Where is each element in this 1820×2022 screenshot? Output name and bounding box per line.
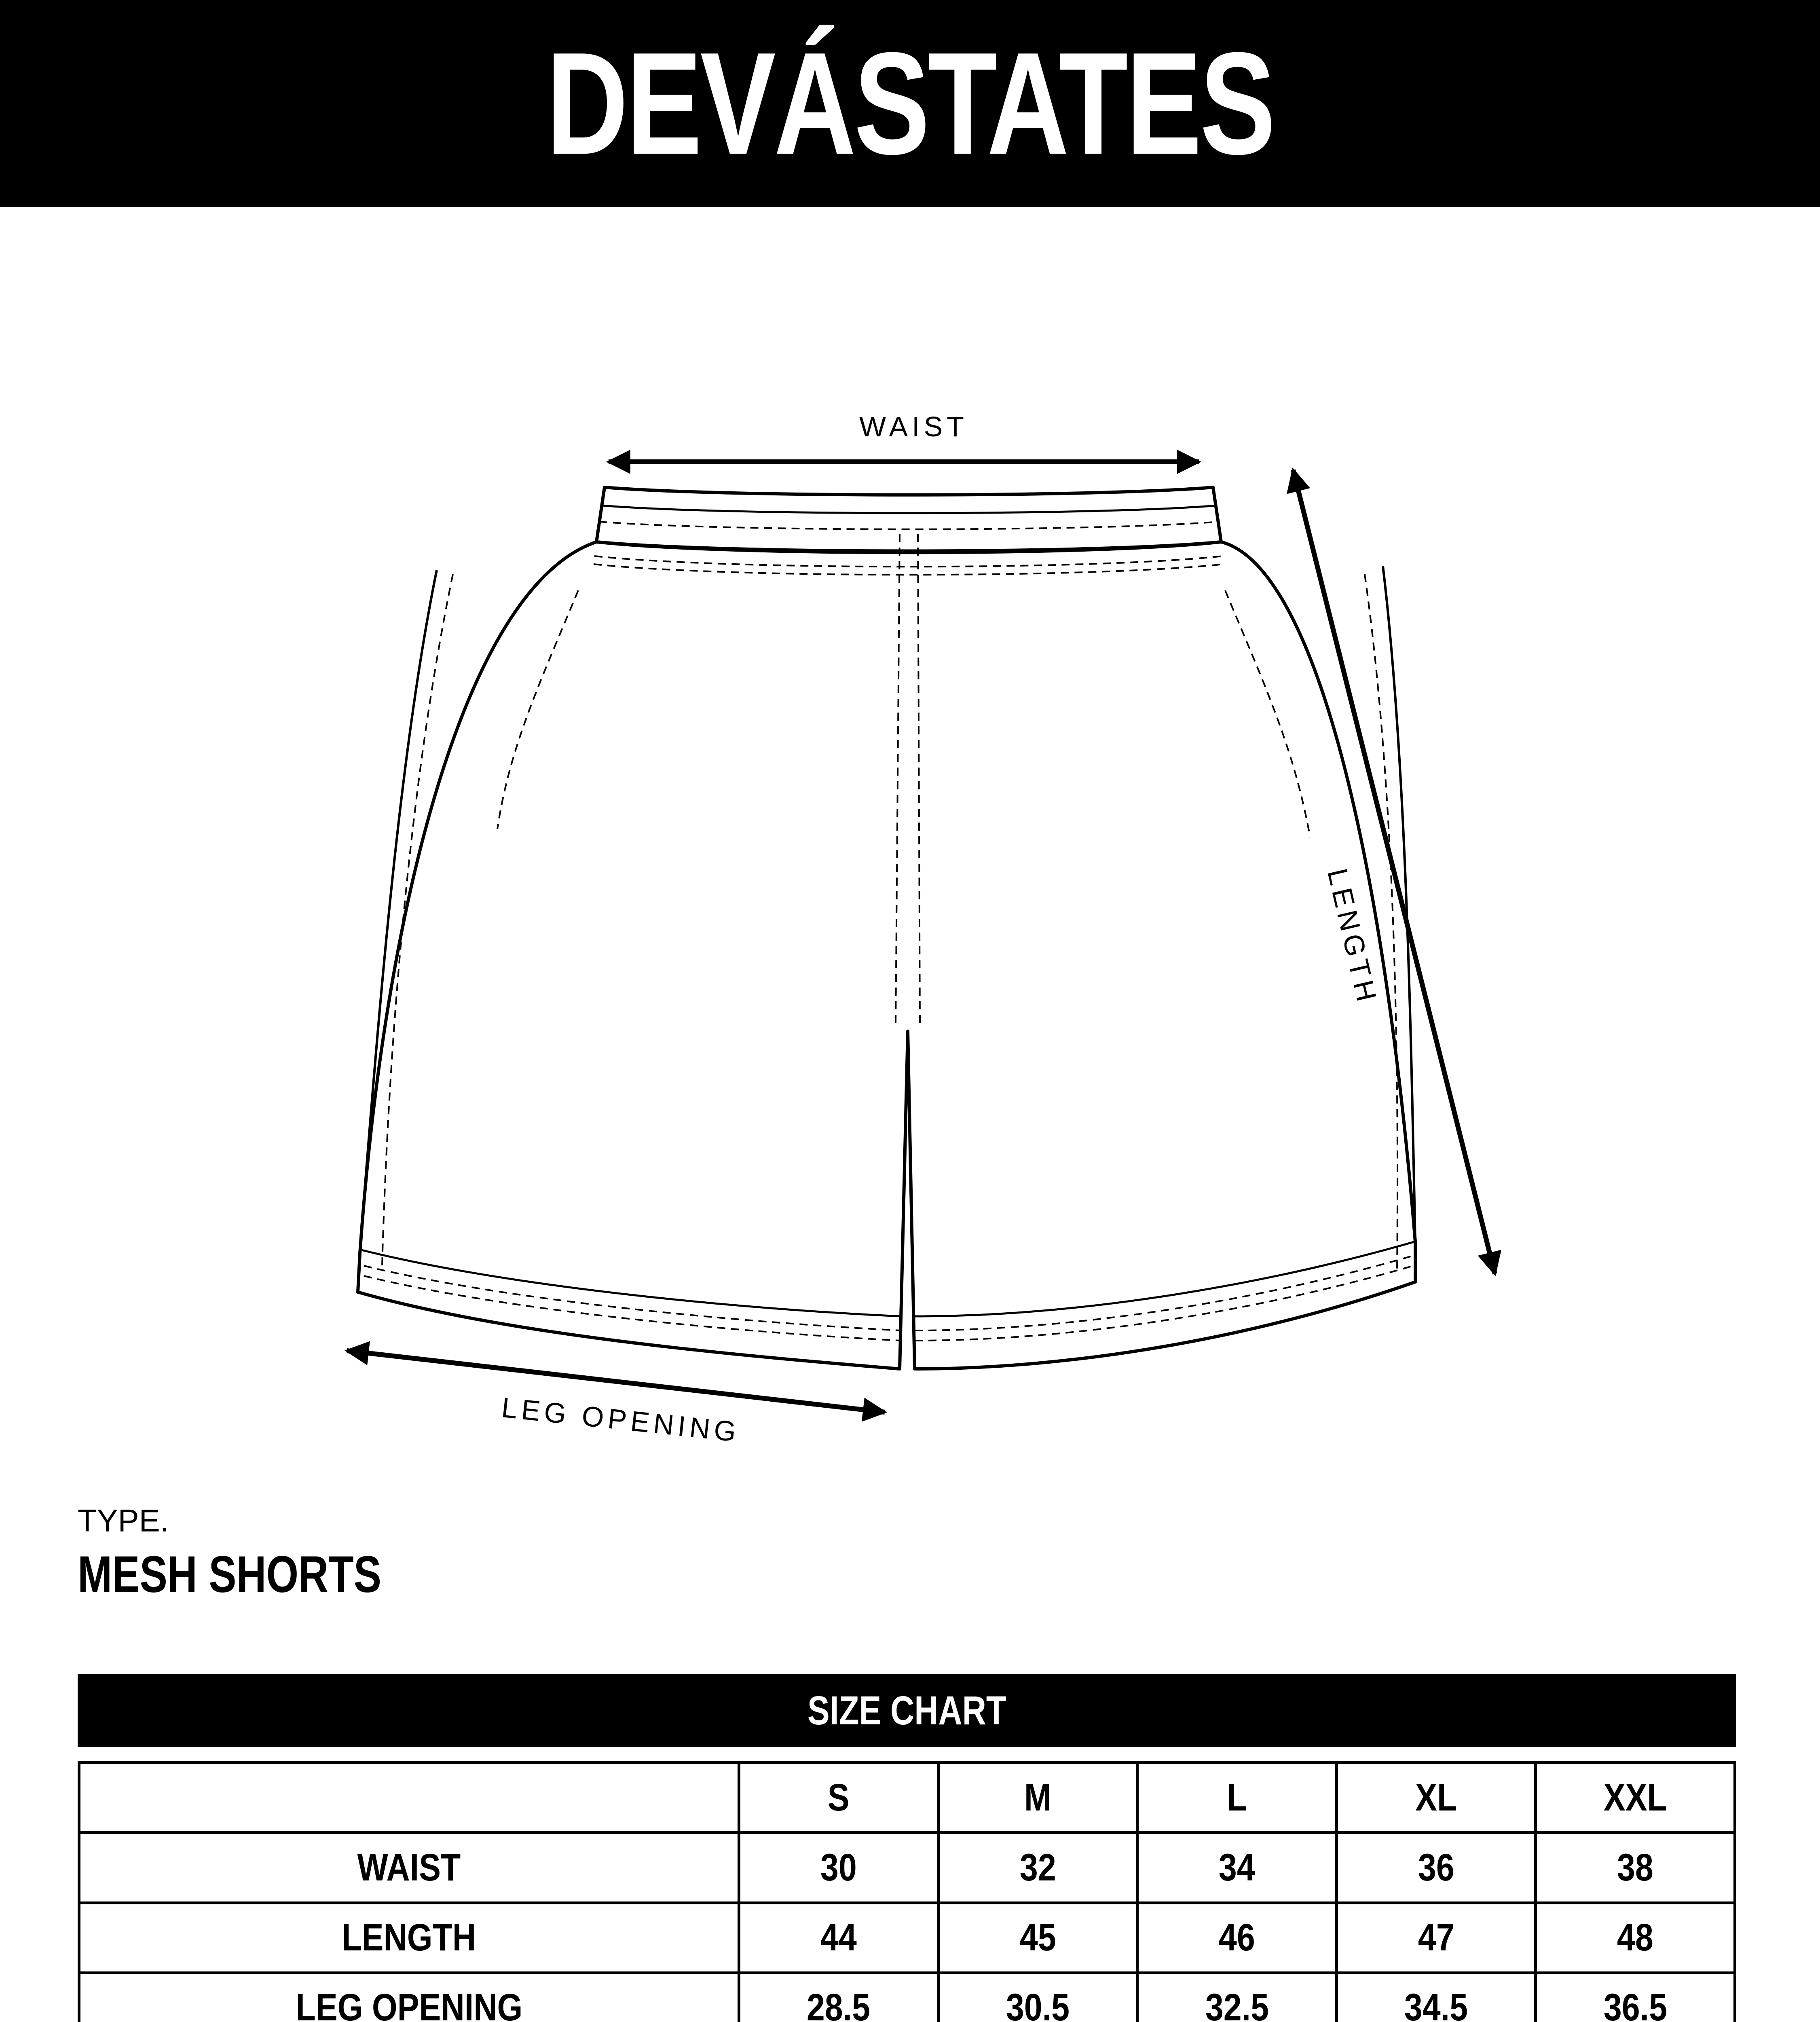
table-cell: 30.5 <box>938 1973 1137 2022</box>
table-cell: 28.5 <box>739 1973 939 2022</box>
row-label-cell: LENGTH <box>79 1903 739 1973</box>
table-cell: 34 <box>1137 1833 1337 1903</box>
size-chart-header <box>78 1674 1736 1747</box>
table-header-cell: L <box>1137 1763 1337 1833</box>
table-header-cell: M <box>938 1763 1137 1833</box>
row-label-cell: WAIST <box>79 1833 739 1903</box>
table-row <box>79 1973 1735 2022</box>
waist-label: WAIST <box>859 411 968 442</box>
table-cell: 36 <box>1336 1833 1536 1903</box>
table-cell: 44 <box>739 1903 939 1973</box>
table-cell: 34.5 <box>1336 1973 1536 2022</box>
leg-opening-label: LEG OPENING <box>500 1391 742 1448</box>
product-type-name: MESH SHORTS <box>78 1546 381 1603</box>
table-header-cell: S <box>739 1763 939 1833</box>
table-row <box>79 1833 1735 1903</box>
brand-logo: DEVÁSTATES <box>546 22 1274 185</box>
row-label-cell: LEG OPENING <box>79 1973 739 2022</box>
table-cell: 32 <box>938 1833 1137 1903</box>
table-cell: 48 <box>1536 1903 1735 1973</box>
size-chart-title: SIZE CHART <box>807 1688 1006 1733</box>
shorts-outline <box>358 487 1415 1369</box>
size-chart-table <box>78 1761 1736 2022</box>
length-label: LENGTH <box>1321 865 1384 1008</box>
table-cell: 45 <box>938 1903 1137 1973</box>
type-label: TYPE. <box>78 1503 169 1538</box>
table-row <box>79 1903 1735 1973</box>
table-header-row <box>79 1763 1735 1833</box>
table-header-cell <box>79 1763 739 1833</box>
table-cell: 38 <box>1536 1833 1735 1903</box>
stitch-lines <box>364 522 1413 1341</box>
table-cell: 36.5 <box>1536 1973 1735 2022</box>
table-header-cell: XXL <box>1536 1763 1735 1833</box>
table-header-cell: XL <box>1336 1763 1536 1833</box>
table-cell: 30 <box>739 1833 939 1903</box>
table-cell: 32.5 <box>1137 1973 1337 2022</box>
table-cell: 46 <box>1137 1903 1337 1973</box>
table-cell: 47 <box>1336 1903 1536 1973</box>
